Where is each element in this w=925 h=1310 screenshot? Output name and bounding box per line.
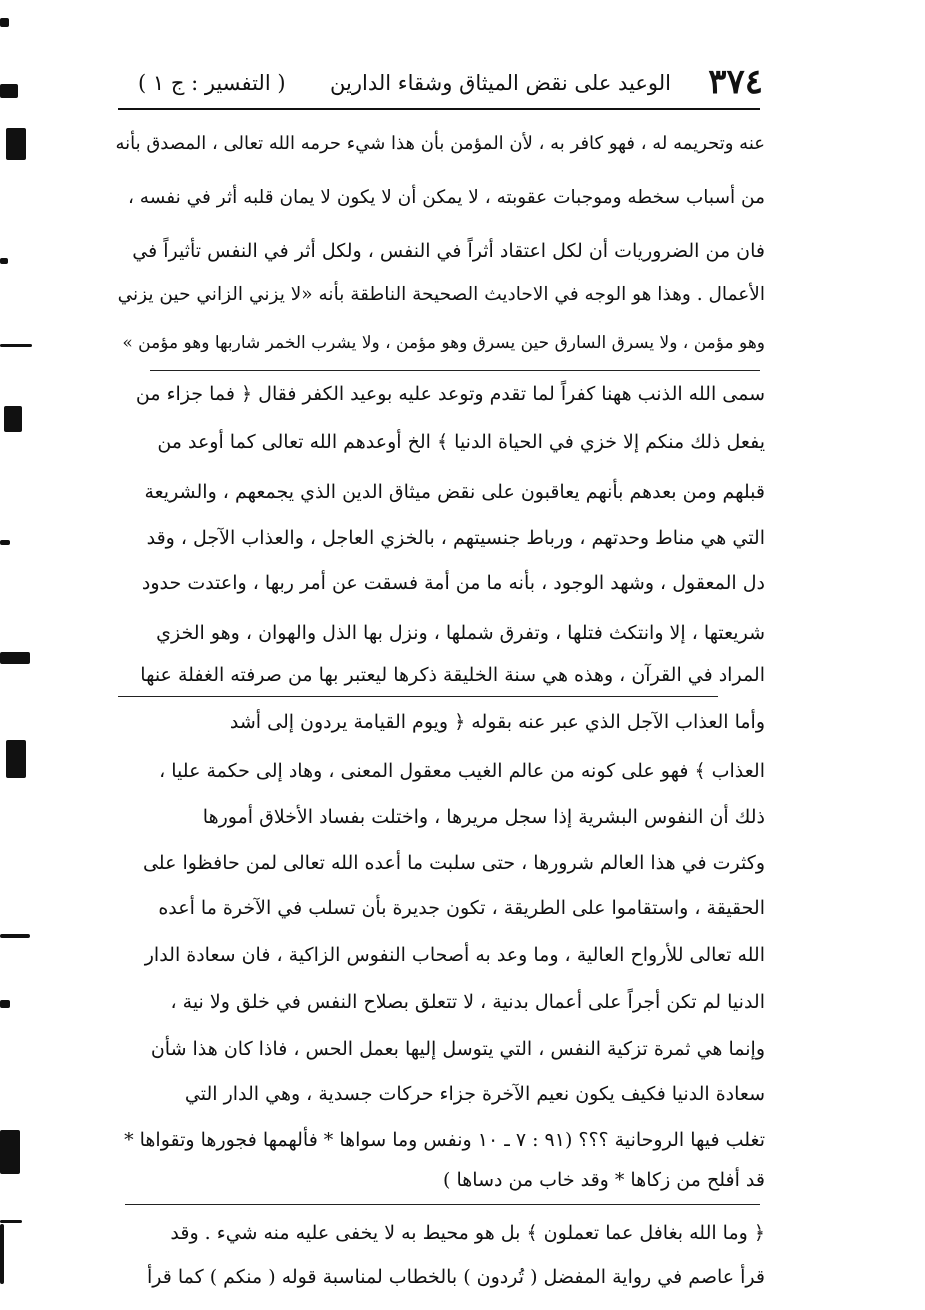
text-line: تغلب فيها الروحانية ؟؟؟ (٩١ : ٧ ـ ١٠ ونفس وما سواها * فألهمها فجورها وتقواها * [124, 1129, 765, 1151]
binding-edge-mark [0, 934, 30, 938]
paragraph-rule [118, 696, 718, 697]
text-line: سمى الله الذنب ههنا كفراً لما تقدم وتوعد عليه بوعيد الكفر فقال ﴿ فما جزاء من [135, 383, 765, 405]
text-line: الحقيقة ، واستقاموا على الطريقة ، تكون جديرة بأن تسلب في الآخرة ما أعده [158, 897, 765, 919]
binding-edge-mark [0, 1220, 22, 1223]
header-rule [118, 108, 760, 110]
page-number: ٣٧٤ [708, 62, 763, 102]
text-line: العذاب ﴾ فهو على كونه من عالم الغيب معقول المعنى ، وهاد إلى حكمة عليا ، [159, 760, 765, 782]
text-line: وكثرت في هذا العالم شرورها ، حتى سلبت ما أعده الله تعالى لمن حافظوا على [142, 852, 765, 874]
text-line: الله تعالى للأرواح العالية ، وما وعد به أصحاب النفوس الزاكية ، فان سعادة الدار [144, 944, 765, 966]
text-line: وأما العذاب الآجل الذي عبر عنه بقوله ﴿ ويوم القيامة يردون إلى أشد [229, 711, 765, 733]
running-header [118, 62, 763, 106]
binding-edge-mark [0, 344, 32, 347]
binding-edge-mark [0, 1130, 20, 1174]
binding-edge-mark [6, 128, 26, 160]
binding-edge-mark [6, 740, 26, 778]
text-line: ﴿ وما الله بغافل عما تعملون ﴾ بل هو محيط به لا يخفى عليه منه شيء . وقد [170, 1222, 765, 1244]
text-line: من أسباب سخطه وموجبات عقوبته ، لا يمكن أن لا يكون لا يمان قلبه أثر في نفسه ، [127, 187, 765, 208]
section-label: ( التفسير : ج ١ ) [138, 71, 286, 95]
binding-edge-mark [0, 258, 8, 264]
binding-edge-mark [0, 652, 30, 664]
binding-edge-mark [0, 540, 10, 545]
binding-edge-mark [0, 1224, 4, 1284]
text-line: التي هي مناط وحدتهم ، ورباط جنسيتهم ، بالخزي العاجل ، والعذاب الآجل ، وقد [146, 527, 765, 549]
text-line: يفعل ذلك منكم إلا خزي في الحياة الدنيا ﴾ الخ أوعدهم الله تعالى كما أوعد من [157, 431, 765, 453]
text-line: دل المعقول ، وشهد الوجود ، بأنه ما من أمة فسقت عن أمر ربها ، واعتدت حدود [141, 572, 765, 594]
text-line: وإنما هي ثمرة تزكية النفس ، التي يتوسل إليها بعمل الحس ، فاذا كان هذا شأن [150, 1038, 765, 1060]
text-line: قبلهم ومن بعدهم بأنهم يعاقبون على نقض ميثاق الدين الذي يجمعهم ، والشريعة [144, 481, 765, 503]
text-line: وهو مؤمن ، ولا يسرق السارق حين يسرق وهو مؤمن ، ولا يشرب الخمر شاربها وهو مؤمن » [122, 333, 765, 353]
running-title: الوعيد على نقض الميثاق وشقاء الدارين [330, 71, 671, 95]
text-line: قد أفلح من زكاها * وقد خاب من دساها ) [443, 1169, 765, 1191]
binding-edge-mark [0, 1000, 10, 1008]
text-line: الأعمال . وهذا هو الوجه في الاحاديث الصحيحة الناطقة بأنه «لا يزني الزاني حين يزني [117, 284, 765, 305]
paragraph-rule [150, 370, 760, 371]
binding-edge-mark [0, 18, 9, 27]
text-line: فان من الضروريات أن لكل اعتقاد أثراً في النفس ، ولكل أثر في النفس تأثيراً في [132, 240, 765, 262]
paragraph-rule [125, 1204, 760, 1205]
text-line: عنه وتحريمه له ، فهو كافر به ، لأن المؤمن بأن هذا شيء حرمه الله تعالى ، المصدق بأنه [115, 133, 765, 154]
text-line: قرأ عاصم في رواية المفضل ( تُردون ) بالخطاب لمناسبة قوله ( منكم ) كما قرأ [146, 1266, 765, 1288]
text-line: ذلك أن النفوس البشرية إذا سجل مريرها ، واختلت بفساد الأخلاق أمورها [202, 806, 765, 828]
text-line: سعادة الدنيا فكيف يكون نعيم الآخرة جزاء حركات جسدية ، وهي الدار التي [184, 1083, 765, 1105]
text-line: المراد في القرآن ، وهذه هي سنة الخليقة ذكرها ليعتبر بها من صرفته الغفلة عنها [140, 664, 765, 686]
text-line: الدنيا لم تكن أجراً على أعمال بدنية ، لا تتعلق بصلاح النفس في خلق ولا نية ، [170, 991, 765, 1013]
binding-edge-mark [4, 406, 22, 432]
binding-edge-mark [0, 84, 18, 98]
text-line: شريعتها ، إلا وانتكث فتلها ، وتفرق شملها ، ونزل بها الذل والهوان ، وهو الخزي [156, 622, 765, 644]
